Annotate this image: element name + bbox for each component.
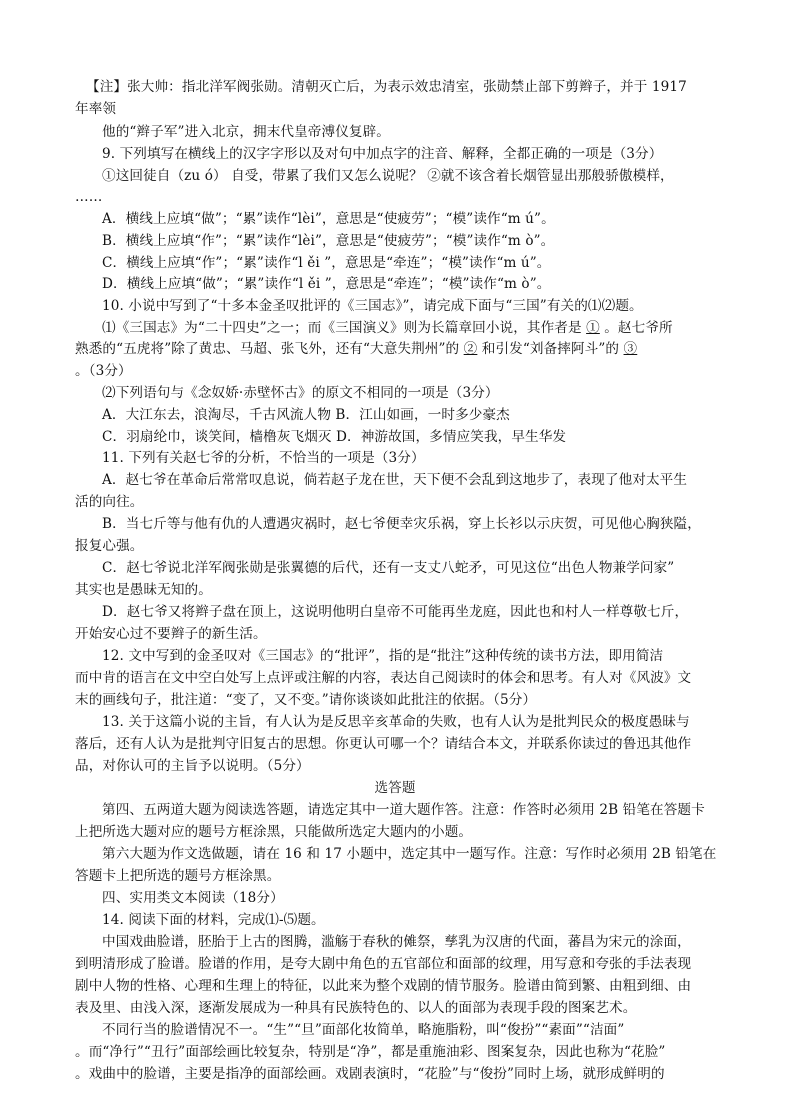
- question-9-stem: 9. 下列填写在横线上的汉字字形以及对句中加点字的注音、解释，全都正确的一项是（3分）: [102, 146, 663, 162]
- question-12-line: 末的画线句子，批注道：“变了，又不变。”请你谈谈如此批注的依据。（5分）: [75, 692, 537, 708]
- instruction-line: 答题卡上把所选的题号方框涂黑。: [75, 868, 281, 884]
- question-10-part2-stem: ⑵下列语句与《念奴娇·赤壁怀古》的原文不相同的一项是（3分）: [102, 385, 499, 401]
- question-9-ellipsis: ……: [75, 189, 103, 205]
- passage-line: 。戏曲中的脸谱，主要是指净的面部绘画。戏剧表演时，“花脸”与“俊扮”同时上场，就形成鲜明的: [75, 1066, 665, 1082]
- question-9-option-a: A．横线上应填“做”；“累”读作“lèi”，意思是“使疲劳”；“模”读作“m ú”。: [102, 211, 555, 227]
- question-10-stem: 10. 小说中写到了“十多本金圣叹批评的《三国志》”，请完成下面与“三国”有关的⑴⑵题。: [102, 298, 643, 314]
- instruction-line: 第六大题为作文选做题，请在 16 和 17 小题中，选定其中一题写作。注意：写作时必须用 2B 铅笔在: [102, 846, 717, 862]
- blank-2: ②: [463, 341, 478, 357]
- question-9-option-b: B．横线上应填“作”；“累”读作“lèi”，意思是“使疲劳”；“模”读作“m ò”。: [102, 233, 555, 249]
- question-10-part1-line: 熟悉的“五虎将”除了黄忠、马超、张飞外，还有“大意失荆州”的 ② 和引发“刘备摔阿斗”的 ③: [75, 341, 638, 357]
- question-11-option-d: D．赵七爷又将辫子盘在顶上，这说明他明白皇帝不可能再坐龙庭，因此也和村人一样尊敬七斤，: [102, 604, 689, 620]
- passage-line: 中国戏曲脸谱，胚胎于上古的图腾，滥觞于春秋的傩祭，孳乳为汉唐的代面，蕃昌为宋元的涂面，: [102, 934, 691, 950]
- passage-line: 到明清形成了脸谱。脸谱的作用，是夸大剧中角色的五官部位和面部的纹理，用写意和夸张的手法表现: [75, 956, 692, 972]
- question-10-part1-line: ⑴《三国志》为“二十四史”之一；而《三国演义》则为长篇章回小说，其作者是 ① 。赵七爷所: [102, 320, 673, 336]
- instruction-line: 第四、五两道大题为阅读选答题，请选定其中一道大题作答。注意：作答时必须用 2B 铅笔在答题卡: [102, 802, 705, 818]
- question-11-option-c: C．赵七爷说北洋军阀张勋是张翼德的后代，还有一支丈八蛇矛，可见这位“出色人物兼学问家”: [102, 560, 675, 576]
- question-13-line: 品，对你认可的主旨予以说明。（5分）: [75, 758, 310, 774]
- instruction-line: 上把所选大题对应的题号方框涂黑，只能做所选定大题内的小题。: [75, 824, 473, 840]
- question-9-option-c: C．横线上应填“作”；“累”读作“l ěi ”，意思是“牵连”；“模”读作“m ú”。: [102, 255, 551, 271]
- question-9-sentence: ①这回徒自（zu ó） 自受，带累了我们又怎么说呢？ ②就不该含着长烟管显出那般骄傲模样，: [102, 168, 674, 184]
- question-10-part2-options: A．大江东去，浪淘尽，千古风流人物 B．江山如画，一时多少豪杰: [102, 407, 510, 423]
- question-11-option-b: B．当七斤等与他有仇的人遭遇灾祸时，赵七爷便幸灾乐祸，穿上长衫以示庆贺，可见他心胸狭隘，: [102, 516, 701, 532]
- passage-line: 不同行当的脸谱情况不一。“生”“旦”面部化妆简单，略施脂粉，叫“俊扮”“素面”“洁面”: [102, 1022, 625, 1038]
- question-12-line: 而中肯的语言在文中空白处写上点评或注解的内容，表达自己阅读时的体会和思考。有人对《风波》文: [75, 670, 692, 686]
- question-11-option-a: A．赵七爷在革命后常常叹息说，倘若赵子龙在世，天下便不会乱到这地步了，表现了他对太平生: [102, 472, 688, 488]
- passage-line: 剧中人物的性格、心理和生理上的特征，以此来为整个戏剧的情节服务。脸谱由简到繁、由粗到细、由: [75, 978, 692, 994]
- question-11-stem: 11. 下列有关赵七爷的分析，不恰当的一项是（3分）: [102, 450, 425, 466]
- blank-3: ③: [623, 341, 638, 357]
- section-title: 选答题: [374, 780, 416, 796]
- passage-line: 。而“净行”“丑行”面部绘画比较复杂，特别是“净”，都是重施油彩、图案复杂，因此也称为“花脸”: [75, 1044, 666, 1060]
- note-line: 年率领: [75, 101, 117, 117]
- question-11-option-b: 报复心强。: [75, 538, 144, 554]
- question-9-option-d: D．横线上应填“做”；“累”读作“l ěi ”，意思是“牵连”；“模”读作“m ò”。: [102, 276, 551, 292]
- question-14-stem: 14. 阅读下面的材料，完成⑴-⑸题。: [102, 912, 325, 928]
- question-11-option-c: 其实也是愚昧无知的。: [75, 582, 212, 598]
- question-11-option-d: 开始安心过不要辫子的新生活。: [75, 626, 267, 642]
- question-13-line: 落后，还有人认为是批判守旧复古的思想。你更认可哪一个？请结合本文，并联系你读过的鲁迅其他作: [75, 736, 692, 752]
- question-10-part2-options: C．羽扇纶巾，谈笑间，樯橹灰飞烟灭 D．神游故国，多情应笑我，早生华发: [102, 429, 567, 445]
- note-line: 【注】张大帅：指北洋军阀张勋。清朝灭亡后，为表示效忠清室，张勋禁止部下剪辫子，并于 1917: [86, 79, 687, 95]
- question-11-option-a: 活的向往。: [75, 494, 144, 510]
- note-line: 他的“辫子军”进入北京，拥末代皇帝溥仪复辟。: [102, 124, 390, 140]
- passage-line: 表及里、由浅入深，逐渐发展成为一种具有民族特色的、以人的面部为表现手段的图案艺术。: [75, 1000, 637, 1016]
- question-13-line: 13. 关于这篇小说的主旨，有人认为是反思辛亥革命的失败，也有人认为是批判民众的极度愚昧与: [102, 714, 690, 730]
- blank-1: ①: [586, 320, 600, 336]
- question-12-line: 12. 文中写到的金圣叹对《三国志》的“批评”，指的是“批注”这种传统的读书方法，即用简洁: [102, 648, 664, 664]
- question-10-part1-line: 。（3分）: [75, 363, 132, 379]
- part-4-title: 四、实用类文本阅读（18分）: [102, 890, 284, 906]
